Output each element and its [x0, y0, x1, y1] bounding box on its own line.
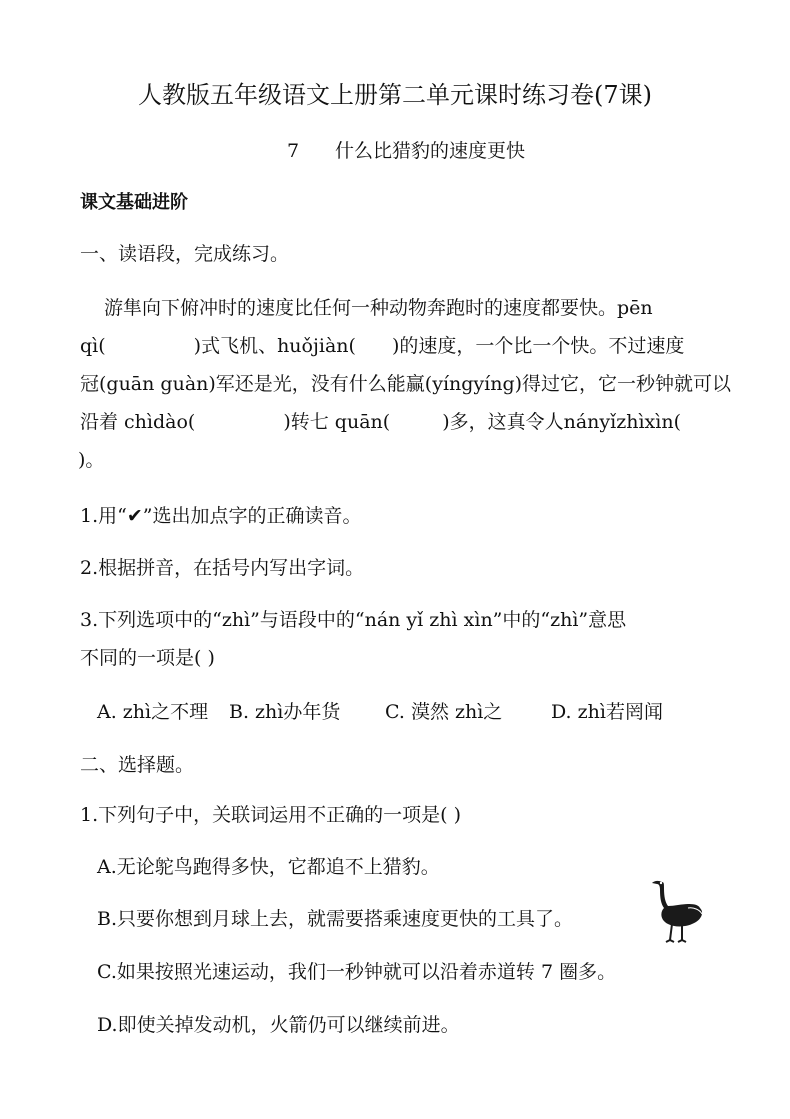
question-1: 1.用“✔”选出加点字的正确读音。	[80, 505, 362, 527]
passage-line-4	[80, 410, 681, 434]
part1-heading: 一、读语段，完成练习。	[80, 243, 290, 265]
question-2: 2.根据拼音，在括号内写出字词。	[80, 557, 365, 579]
passage-text: )多，这真令人nányǐzhìxìn(	[442, 411, 681, 433]
option-d[interactable]: D. zhì若罔闻	[551, 701, 663, 723]
question-3-line-2: 不同的一项是( )	[80, 647, 215, 669]
lesson-number: 7	[287, 140, 300, 162]
passage-line-3: 冠(guān guàn)军还是光，没有什么能赢(yíngyíng)得过它，它一秒钟就可以	[80, 373, 732, 395]
option-c[interactable]: C.如果按照光速运动，我们一秒钟就可以沿着赤道转 7 圈多。	[97, 961, 617, 983]
question-3-line-1: 3.下列选项中的“zhì”与语段中的“nán yǐ zhì xìn”中的“zhì”意思	[80, 609, 627, 631]
part2-heading: 二、选择题。	[80, 754, 195, 776]
passage-text: )的速度，一个比一个快。不过速度	[391, 335, 685, 357]
passage-text: )转七 quān(	[283, 411, 391, 433]
ostrich-illustration	[648, 874, 706, 944]
passage-text: 沿着 chìdào(	[80, 411, 196, 433]
option-b[interactable]: B.只要你想到月球上去，就需要搭乘速度更快的工具了。	[97, 908, 574, 930]
passage-line-2	[80, 334, 684, 358]
passage-line-1: 游隼向下俯冲时的速度比任何一种动物奔跑时的速度都要快。pēn	[104, 297, 653, 319]
option-a[interactable]: A.无论鸵鸟跑得多快，它都追不上猎豹。	[97, 856, 440, 878]
page-title: 人教版五年级语文上册第二单元课时练习卷(7课)	[138, 81, 652, 109]
passage-text: qì(	[80, 335, 106, 357]
part2-question-1: 1.下列句子中，关联词运用不正确的一项是( )	[80, 804, 461, 826]
lesson-name: 什么比猎豹的速度更快	[335, 140, 526, 162]
question-3-options	[97, 700, 663, 724]
option-c[interactable]: C. 漠然 zhì之	[385, 701, 503, 723]
lesson-heading	[287, 139, 525, 163]
passage-text: )式飞机、huǒjiàn(	[193, 335, 356, 357]
option-b[interactable]: B. zhì办年货	[229, 701, 341, 723]
option-d[interactable]: D.即使关掉发动机，火箭仍可以继续前进。	[97, 1014, 460, 1036]
section-heading: 课文基础进阶	[80, 192, 188, 213]
option-a[interactable]: A. zhì之不理	[97, 701, 209, 723]
passage-line-5: )。	[78, 449, 105, 471]
